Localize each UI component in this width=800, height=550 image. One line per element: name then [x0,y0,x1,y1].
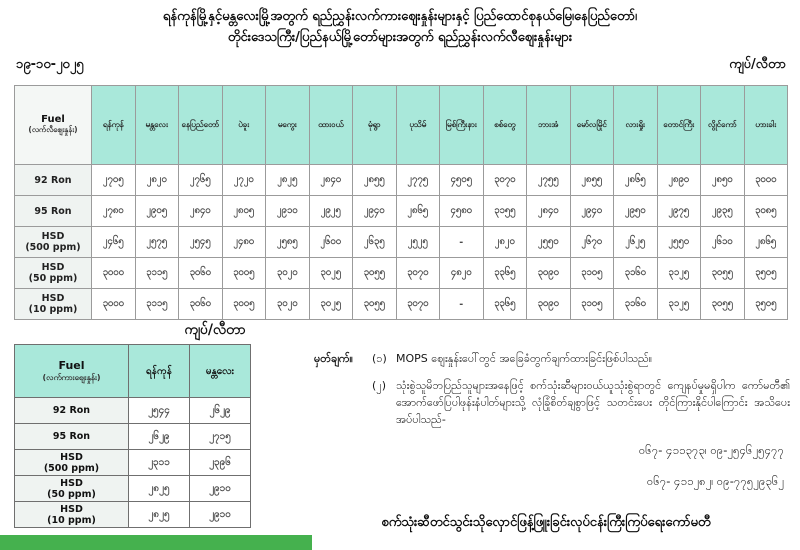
price-cell: ၃၅၀၅ [744,289,788,320]
city-header: လားရှိုး [614,86,658,165]
price-cell: ၂၄၈၀ [222,227,266,258]
notes-block [314,350,790,490]
price-cell: - [440,289,484,320]
price-cell: ၂၆၃၅ [353,227,397,258]
price-cell: ၃၃၆၅ [483,289,527,320]
price-cell: ၃၁၁၅ [135,289,179,320]
price-cell: ၃၁၀၅ [570,289,614,320]
note-1-number: (၁) [372,352,387,365]
note-2-text: သုံးစွဲသူမိဘပြည်သူများအနေဖြင့် စက်သုံးဆီများဝယ်ယူသုံးစွဲရာတွင် ကျေနပ်မှုမရှိပါက ကော်မတီ၏ အောက်ဖော်ပြပါဖုန်းနံပါတ်များသို့ လုံခြုံစိတ်ချစွာဖြင့် သတင်းပေး တိုင်ကြားနိုင်ပါကြောင်း အသိပေးအပ်ပါသည်- [396,379,790,426]
price-cell: ၂၇၅၅ [527,165,571,196]
price-cell: ၂၈၂၀ [135,165,179,196]
price-cell: ၃၀၅၅ [701,258,745,289]
price-cell: ၂၇၈၀ [92,196,136,227]
price-cell: ၂၄၆၅ [92,227,136,258]
fuel-row-label: 95 Ron [15,424,129,450]
price-cell: ၂၈၆၅ [744,227,788,258]
document-title [0,6,800,48]
fuel-row-label: HSD (500 ppm) [15,227,92,258]
title-line-2: တိုင်းဒေသကြီး/ပြည်နယ်မြို့တော်များအတွက် ရည်ညွှန်းလက်လီဈေးနှုန်းများ [227,30,573,45]
price-cell: ၃၁၅၅ [483,196,527,227]
city-header: ထားဝယ် [309,86,353,165]
price-cell: ၃၀၈၅ [744,196,788,227]
city-header: မန္တလေး [135,86,179,165]
title-line-1: ရန်ကုန်မြို့နှင့်မန္တလေးမြို့အတွက် ရည်ညွှန်းလက်ကားဈေးနှုန်းများနှင့် ပြည်ထောင်စုနယ်မြေ၊နေပြည်တော်၊ [162,9,638,24]
unit-label-wholesale: ကျပ်/လီတာ [184,322,246,338]
price-cell: ၂၇၀၅ [92,165,136,196]
price-cell: ၂၆၂၉ [190,398,251,424]
price-cell: ၂၃၉၆ [190,450,251,476]
unit-label-top: ကျပ်/လီတာ [729,57,786,72]
price-cell: ၃၀၀၅ [222,289,266,320]
price-cell: ၂၅၅၀ [527,227,571,258]
fuel-row-label: 95 Ron [15,196,92,227]
price-cell: ၃၁၁၅ [135,258,179,289]
city-header: ရန်ကုန် [92,86,136,165]
price-cell: ၂၈၉၀ [657,165,701,196]
price-cell: ၃၀၉၀ [527,258,571,289]
price-cell: ၂၅၄၄ [129,398,190,424]
price-cell: ၂၇၆၅ [179,165,223,196]
price-cell: ၂၆၂၉ [129,424,190,450]
price-cell: ၂၉၅၀ [614,196,658,227]
fuel-row-label: HSD (10 ppm) [15,289,92,320]
city-header: စစ်တွေ [483,86,527,165]
city-header: ပဲခူး [222,86,266,165]
city-header: မကွေး [266,86,310,165]
price-cell: ၃၀၅၅ [353,289,397,320]
fuel-column-header: Fuel (လက်လီဈေးနှုန်း) [15,86,92,165]
price-cell: ၃၀၀၅ [222,258,266,289]
price-cell: ၂၉၁၀ [266,196,310,227]
note-item-1 [314,350,790,367]
city-header: ဘားအံ [527,86,571,165]
price-cell: ၃၀၀၀ [92,258,136,289]
city-header: နေပြည်တော် [179,86,223,165]
price-cell: ၃၀၇၀ [483,165,527,196]
fuel-row-label: HSD (10 ppm) [15,502,129,528]
notes-label-spacer [314,377,372,428]
price-cell: ၂၇၂၀ [222,165,266,196]
price-cell: ၂၈၆၅ [614,165,658,196]
price-cell: ၃၀၀၀ [744,165,788,196]
fuel-row-label: HSD (50 ppm) [15,258,92,289]
city-header: တောင်ကြီး [657,86,701,165]
phone-line-1: ဝ၆၇- ၄၁၁၃၇၃၊ ဝ၉-၂၅၄၆၂၅၄၇၇ [638,443,784,457]
city-header: မော်လမြိုင် [570,86,614,165]
price-cell: ၂၃၁၁ [129,450,190,476]
price-cell: ၂၉၀၅ [135,196,179,227]
price-cell: ၂၉၇၅ [657,196,701,227]
price-cell: ၂၈၄၀ [179,196,223,227]
price-cell: ၂၆၁၀ [701,227,745,258]
city-header: ပုသိမ် [396,86,440,165]
price-cell: ၂၈၄၀ [309,165,353,196]
committee-name: စက်သုံးဆီတင်သွင်းသိုလှောင်ဖြန့်ဖြူးခြင်းလုပ်ငန်းကြီးကြပ်ရေးကော်မတီ [381,515,711,530]
price-cell: ၂၆၂၅ [614,227,658,258]
price-cell: ၂၉၁၀ [190,476,251,502]
price-cell: ၂၈၅၅ [570,165,614,196]
phone-line-2: ဝ၆၇- ၄၁၁၂၈၂၊ ဝ၉-၇၇၅၂၉၃၆၂ [646,474,784,488]
price-cell: ၄၈၂၀ [440,258,484,289]
price-cell: ၃၁၆၀ [614,258,658,289]
price-cell: ၂၈၂၅ [129,476,190,502]
price-cell: ၃၀၅၅ [701,289,745,320]
price-cell: ၃၁၂၅ [657,289,701,320]
wholesale-price-table [14,344,251,528]
price-cell: ၂၅၅၀ [657,227,701,258]
price-cell: ၂၈၅၅ [353,165,397,196]
price-cell: ၂၉၄၀ [353,196,397,227]
price-cell: ၃၀၂၀ [266,258,310,289]
price-cell: ၄၅၈၀ [440,196,484,227]
price-cell: ၂၉၁၀ [190,502,251,528]
city-header: မုံရွာ [353,86,397,165]
price-cell: ၂၇၁၅ [190,424,251,450]
price-cell: ၂၈၂၅ [129,502,190,528]
price-cell: ၃၀၉၀ [527,289,571,320]
green-footer-bar [0,535,312,550]
price-cell: ၂၆၀၀ [309,227,353,258]
price-cell: ၃၁၀၅ [570,258,614,289]
price-cell: - [440,227,484,258]
price-cell: ၂၈၄၀ [527,196,571,227]
price-cell: ၂၉၄၀ [570,196,614,227]
fuel-row-label: 92 Ron [15,398,129,424]
price-cell: ၃၀၂၅ [309,258,353,289]
city-header: မြစ်ကြီးနား [440,86,484,165]
city-header: မန္တလေး [190,345,251,398]
city-header: ရန်ကုန် [129,345,190,398]
price-cell: ၃၃၆၅ [483,258,527,289]
price-cell: ၂၇၇၅ [396,165,440,196]
notes-label: မှတ်ချက်။ [314,352,354,365]
price-cell: ၂၈၀၅ [222,196,266,227]
city-header: ဟားခါး [744,86,788,165]
price-cell: ၃၀၂၀ [266,289,310,320]
price-cell: ၂၈၂၅ [266,165,310,196]
price-cell: ၂၈၂၀ [483,227,527,258]
price-cell: ၂၅၂၅ [396,227,440,258]
fuel-row-label: HSD (50 ppm) [15,476,129,502]
fuel-column-header: Fuel (လက်ကားဈေးနှုန်း) [15,345,129,398]
price-cell: ၃၁၂၅ [657,258,701,289]
note-2-number: (၂) [372,379,386,392]
price-cell: ၂၅၈၅ [266,227,310,258]
retail-price-table [14,85,788,320]
price-cell: ၃၀၇၀ [396,289,440,320]
price-cell: ၂၈၅၀ [701,165,745,196]
price-cell: ၃၀၂၅ [309,289,353,320]
price-cell: ၃၀၅၅ [353,258,397,289]
price-cell: ၃၀၆၀ [179,289,223,320]
price-cell: ၃၀၇၀ [396,258,440,289]
fuel-row-label: 92 Ron [15,165,92,196]
price-cell: ၃၀၆၀ [179,258,223,289]
note-item-2 [314,377,790,428]
price-cell: ၃၅၀၅ [744,258,788,289]
price-cell: ၂၉၃၅ [701,196,745,227]
price-cell: ၃၀၀၀ [92,289,136,320]
date-label: ၁၉-၁၀-၂၀၂၅ [16,57,84,72]
price-cell: ၃၁၆၀ [614,289,658,320]
note-1-text: MOPS ဈေးနှုန်းပေါ်တွင် အခြေခံတွက်ချက်ထားခြင်းဖြစ်ပါသည်။ [396,352,653,365]
price-cell: ၂၅၄၅ [179,227,223,258]
fuel-row-label: HSD (500 ppm) [15,450,129,476]
price-cell: ၂၆၇၀ [570,227,614,258]
price-cell: ၂၅၇၅ [135,227,179,258]
price-cell: ၂၈၆၅ [396,196,440,227]
city-header: လွိုင်ကော် [701,86,745,165]
price-cell: ၂၉၂၅ [309,196,353,227]
price-cell: ၄၅၀၅ [440,165,484,196]
